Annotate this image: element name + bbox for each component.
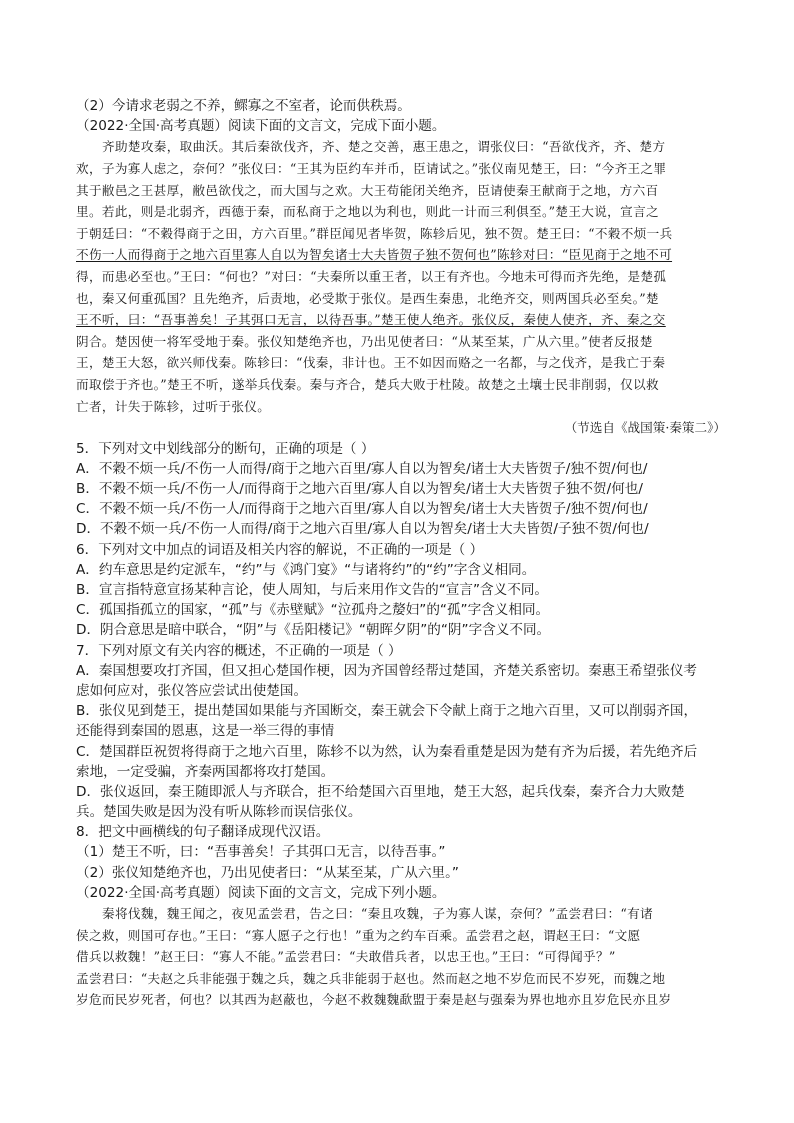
text-line: 孟尝君曰：“夫赵之兵非能强于魏之兵，魏之兵非能弱于赵也。然而赵之地不岁危而民不岁死，而魏之地 [76, 970, 666, 986]
text-line: 兵。楚国失败是因为没有听从陈轸而误信张仪。 [76, 804, 362, 821]
text-line: 岁危而民岁死者，何也？以其西为赵蔽也，今赵不救魏魏歃盟于秦是赵与强秦为界也地亦且岁危民亦且岁 [76, 992, 672, 1008]
document-page [76, 96, 726, 1011]
text-line: 还能得到秦国的恩惠，这是一举三得的事情 [76, 723, 335, 740]
text-line: 而取偿于齐也。”楚王不听，遂举兵伐秦。秦与齐合，楚兵大败于杜陵。故楚之土壤士民非削弱，仅以救 [76, 376, 659, 392]
text-line: A．约车意思是约定派车，“约”与《鸿门宴》“与诸将约”的“约”字含义相同。 [76, 561, 536, 578]
text-line: 其于敝邑之王甚厚，敝邑欲伐之，而大国与之欢。大王苟能闭关绝齐，臣请使秦王献商于之地，方六百 [76, 182, 659, 198]
text-line: 于朝廷曰：“不穀得商于之田，方六百里。”群臣闻见者毕贺，陈轸后见，独不贺。楚王曰：“不穀不烦一兵 [76, 225, 673, 241]
text-line: D．张仪返回，秦王随即派人与齐联合，拒不给楚国六百里地，楚王大怒，起兵伐秦，秦齐合力大败楚 [76, 783, 685, 800]
text-line: D．不穀不烦一兵/不伤一人而得/商于之地六百里/寡人自以为智矣/诸士大夫皆贺/子独不贺/何也/ [76, 521, 649, 538]
text-line: （节选自《战国策·秦策二》） [564, 420, 726, 436]
text-line: C．孤国指孤立的国家，“孤”与《赤壁赋》“泣孤舟之嫠妇”的“孤”字含义相同。 [76, 602, 550, 619]
text-line: （2022·全国·高考真题）阅读下面的文言文，完成下面小题。 [76, 118, 446, 135]
text-line: 王，楚王大怒，欲兴师伐秦。陈轸曰：“伐秦，非计也。王不如因而赂之一名都，与之伐齐，是我亡于秦 [76, 355, 666, 371]
text-line: 欢，子为寡人虑之，奈何？”张仪曰：“王其为臣约车并币，臣请试之。”张仪南见楚王，曰：“今齐王之罪 [76, 160, 667, 176]
text-line: 借兵以救魏！”赵王曰：“寡人不能。”孟尝君曰：“夫敢借兵者，以忠王也。”王曰：“可得闻乎？” [76, 949, 616, 965]
text-line: C．不穀不烦一兵/不伤一人/而得商于之地六百里/寡人自以为智矣/诸士大夫皆贺子/独不贺/何也/ [76, 501, 648, 518]
text-line: B．不穀不烦一兵/不伤一人/而得商于之地六百里/寡人自以为智矣/诸士大夫皆贺子独不贺/何也/ [76, 481, 643, 498]
text-line: 不伤一人而得商于之地六百里寡人自以为智矣诸士大夫皆贺子独不贺何也”陈轸对曰：“臣见商于之地不可 [76, 247, 673, 263]
text-line: 7．下列对原文有关内容的概述，不正确的一项是（ ） [76, 642, 402, 659]
text-line: B．宣言指特意宣扬某种言论，使人周知，与后来用作文告的“宣言”含义不同。 [76, 582, 549, 598]
text-line: 8．把文中画横线的句子翻译成现代汉语。 [76, 824, 330, 841]
text-line: 得，而患必至也。”王曰：“何也？”对曰：“夫秦所以重王者，以王有齐也。今地未可得而齐先绝，是楚孤 [76, 268, 667, 284]
text-line: B．张仪见到楚王，提出楚国如果能与齐国断交，秦王就会下令献上商于之地六百里，又可以削弱齐国， [76, 703, 698, 720]
text-line: 虑如何应对，张仪答应尝试出使楚国。 [76, 682, 308, 699]
text-line: 侯之救，则国可存也。”王曰：“寡人愿子之行也！”重为之约车百乘。孟尝君之赵，谓赵王曰：“文愿 [76, 927, 641, 943]
text-line: A．不穀不烦一兵/不伤一人而得/商于之地六百里/寡人自以为智矣/诸士大夫皆贺子/独不贺/何也/ [76, 460, 648, 477]
text-line: 阴合。楚因使一将军受地于秦。张仪知楚绝齐也，乃出见使者曰：“从某至某，广从六里。”使者反报楚 [76, 333, 653, 349]
text-line: 里。若此，则是北弱齐，西德于秦，而私商于之地以为利也，则此一计而三利俱至。”楚王大说，宣言之 [76, 204, 659, 220]
text-line: D．阴合意思是暗中联合，“阴”与《岳阳楼记》“朝晖夕阴”的“阴”字含义不同。 [76, 622, 551, 639]
text-line: （2）今请求老弱之不养，鳏寡之不室者，论而供秩焉。 [76, 98, 411, 114]
text-line: （2）张仪知楚绝齐也，乃出见使者曰：“从某至某，广从六里。” [76, 864, 459, 881]
text-line: 亡者，计失于陈轸，过听于张仪。 [76, 398, 271, 414]
text-line: 索地，一定受骗，齐秦两国都将攻打楚国。 [76, 763, 335, 780]
text-line: 秦将伐魏，魏王闻之，夜见孟尝君，告之曰：“秦且攻魏，子为寡人谋，奈何？”孟尝君曰：“有诸 [102, 906, 654, 921]
text-line: （2022·全国·高考真题）阅读下面的文言文，完成下列小题。 [76, 884, 446, 901]
text-line: 也，秦又何重孤国？且先绝齐，后责地，必受欺于张仪。是西生秦患，北绝齐交，则两国兵必至矣。”楚 [76, 290, 659, 306]
text-line: 6．下列对文中加点的词语及相关内容的解说，不正确的一项是（ ） [76, 541, 484, 558]
text-line: A．秦国想要攻打齐国，但又担心楚国作梗，因为齐国曾经帮过楚国，齐楚关系密切。秦惠王希望张仪考 [76, 662, 698, 679]
text-line: 王不听，曰：“吾事善矣！子其弭口无言，以待吾事。”楚王使人绝齐。张仪反，秦使人使齐，齐、秦之交 [76, 312, 666, 328]
text-line: （1）楚王不听，曰：“吾事善矣！子其弭口无言，以待吾事。” [76, 844, 446, 861]
text-line: C．楚国群臣祝贺将得商于之地六百里，陈轸不以为然，认为秦看重楚是因为楚有齐为后援，若先绝齐后 [76, 743, 698, 760]
text-line: 5．下列对文中划线部分的断句，正确的项是（ ） [76, 440, 375, 457]
text-line: 齐助楚攻秦，取曲沃。其后秦欲伐齐，齐、楚之交善，惠王患之，谓张仪曰：“吾欲伐齐，齐、楚方 [102, 139, 666, 155]
